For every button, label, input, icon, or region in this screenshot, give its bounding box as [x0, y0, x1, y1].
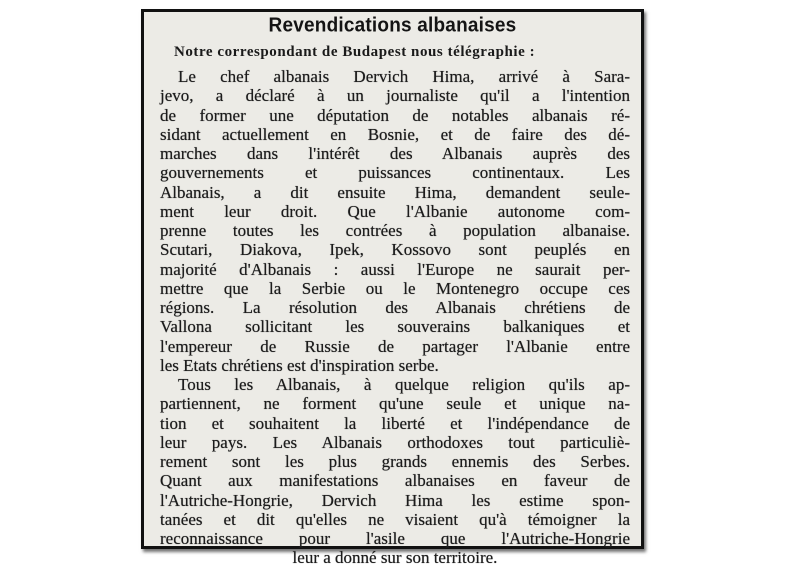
article-intro: Notre correspondant de Budapest nous télégraphie :	[174, 44, 536, 60]
text-line: leur pays. Les Albanais orthodoxes tout particuliè-	[160, 432, 630, 452]
text-line: prenne toutes les contrées à population albanaise.	[160, 221, 630, 240]
text-line: régions. La résolution des Albanais chrétiens de	[160, 298, 630, 317]
text-line: de former une députation de notables albanais ré-	[160, 105, 630, 125]
text-line: partiennent, ne forment qu'une seule et unique na-	[160, 394, 630, 414]
text-line: reconnaissance pour l'asile que l'Autriche-Hongrie	[160, 529, 630, 548]
text-line: majorité d'Albanais : aussi l'Europe ne saurait per-	[160, 259, 630, 279]
article-headline: Revendications albanaises	[268, 14, 517, 37]
text-line: ment leur droit. Que l'Albanie autonome com-	[160, 201, 630, 221]
text-line: l'Autriche-Hongrie, Dervich Hima les estime spon-	[160, 490, 630, 510]
text-line: mettre que la Serbie ou le Montenegro occupe ces	[160, 278, 630, 298]
text-line: les Etats chrétiens est d'inspiration serbe.	[160, 355, 439, 375]
text-line: jevo, a déclaré à un journaliste qu'il a l'intention	[160, 86, 630, 106]
text-line: tion et souhaitent la liberté et l'indépendance de	[160, 413, 630, 433]
text-line: Quant aux manifestations albanaises en faveur de	[160, 471, 630, 491]
text-line: l'empereur de Russie de partager l'Albanie entre	[160, 336, 630, 356]
text-line: Albanais, a dit ensuite Hima, demandent seule-	[160, 182, 630, 202]
text-line: Le chef albanais Dervich Hima, arrivé à Sara-	[178, 67, 630, 86]
text-line: Vallona sollicitant les souverains balkaniques et	[160, 317, 630, 337]
text-line: rement sont les plus grands ennemis des Serbes.	[160, 452, 630, 471]
text-line: marches dans l'intérêt des Albanais auprès des	[160, 144, 630, 163]
newspaper-clipping	[141, 9, 644, 568]
text-line: leur a donné sur son territoire.	[292, 548, 498, 568]
text-line: gouvernements et puissances continentaux. Les	[160, 163, 630, 183]
text-line: tanées et dit qu'elles ne visaient qu'à témoigner la	[160, 509, 630, 529]
text-line: Tous les Albanais, à quelque religion qu'ils ap-	[178, 375, 630, 394]
text-line: sidant actuellement en Bosnie, et de faire des dé-	[160, 124, 630, 144]
article-body	[160, 67, 630, 568]
text-line: Scutari, Diakova, Ipek, Kossovo sont peuplés en	[160, 240, 630, 260]
